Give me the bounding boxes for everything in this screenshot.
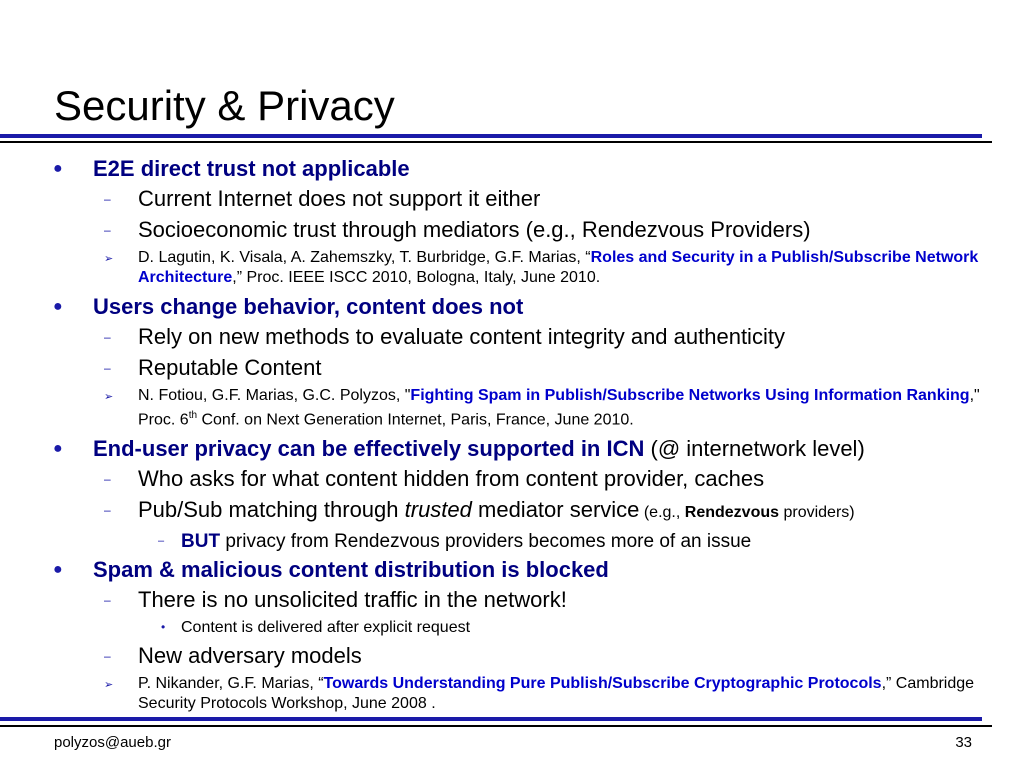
title-rule-black bbox=[0, 141, 992, 143]
reference-fotiou: ➢ N. Fotiou, G.F. Marias, G.C. Polyzos, "Fighting Spam in Publish/Subscribe Networks Using Information Ranking," Proc. 6th Conf. on Next Generation Internet, Paris, France, June 2010. bbox=[0, 386, 1024, 430]
sub-bullet: – New adversary models bbox=[0, 640, 1024, 671]
sub-bullet: – Socioeconomic trust through mediators (e.g., Rendezvous Providers) bbox=[0, 214, 1024, 245]
slide-title: Security & Privacy bbox=[54, 82, 395, 129]
bullet-users-change: ● Users change behavior, content does not bbox=[0, 292, 1024, 321]
sub-bullet-pubsub-matching: – Pub/Sub matching through trusted mediator service (e.g., Rendezvous providers) bbox=[0, 494, 1024, 528]
reference-lagutin: ➢ D. Lagutin, K. Visala, A. Zahemszky, T. Burbridge, G.F. Marias, “Roles and Security in a Publish/Subscribe Network Architecture,” Proc. IEEE ISCC 2010, Bologna, Italy, June 2010. bbox=[0, 248, 1024, 288]
sub-bullet: – Who asks for what content hidden from content provider, caches bbox=[0, 463, 1024, 494]
sub-bullet: – There is no unsolicited traffic in the network! bbox=[0, 584, 1024, 615]
sub-sub-bullet: • Content is delivered after explicit request bbox=[0, 615, 1024, 640]
footer-rule-black bbox=[0, 725, 992, 727]
page-number: 33 bbox=[955, 734, 972, 751]
reference-title: Fighting Spam in Publish/Subscribe Networks Using Information Ranking bbox=[410, 387, 970, 404]
footer-email: polyzos@aueb.gr bbox=[54, 734, 171, 751]
reference-title: Roles and Security in a Publish/Subscribe Network Architecture bbox=[138, 249, 979, 286]
bullet-spam-blocked: ● Spam & malicious content distribution is blocked bbox=[0, 555, 1024, 584]
reference-title: Towards Understanding Pure Publish/Subscribe Cryptographic Protocols bbox=[323, 675, 882, 693]
reference-nikander: ➢ P. Nikander, G.F. Marias, “Towards Understanding Pure Publish/Subscribe Cryptographic Protocols,” Cambridge Security Protocols Workshop, June 2008 . bbox=[0, 674, 1024, 714]
bullet-e2e-trust: ● E2E direct trust not applicable bbox=[0, 154, 1024, 183]
sub-bullet: – Reputable Content bbox=[0, 352, 1024, 383]
slide-body bbox=[0, 154, 1024, 718]
title-rule-blue bbox=[0, 134, 982, 138]
sub-sub-bullet-but: – BUT privacy from Rendezvous providers becomes more of an issue bbox=[0, 528, 1024, 555]
sub-bullet: – Rely on new methods to evaluate content integrity and authenticity bbox=[0, 321, 1024, 352]
footer-rule-blue bbox=[0, 717, 982, 721]
sub-bullet: – Current Internet does not support it either bbox=[0, 183, 1024, 214]
bullet-end-user-privacy: ● End-user privacy can be effectively supported in ICN (@ internetwork level) bbox=[0, 434, 1024, 463]
